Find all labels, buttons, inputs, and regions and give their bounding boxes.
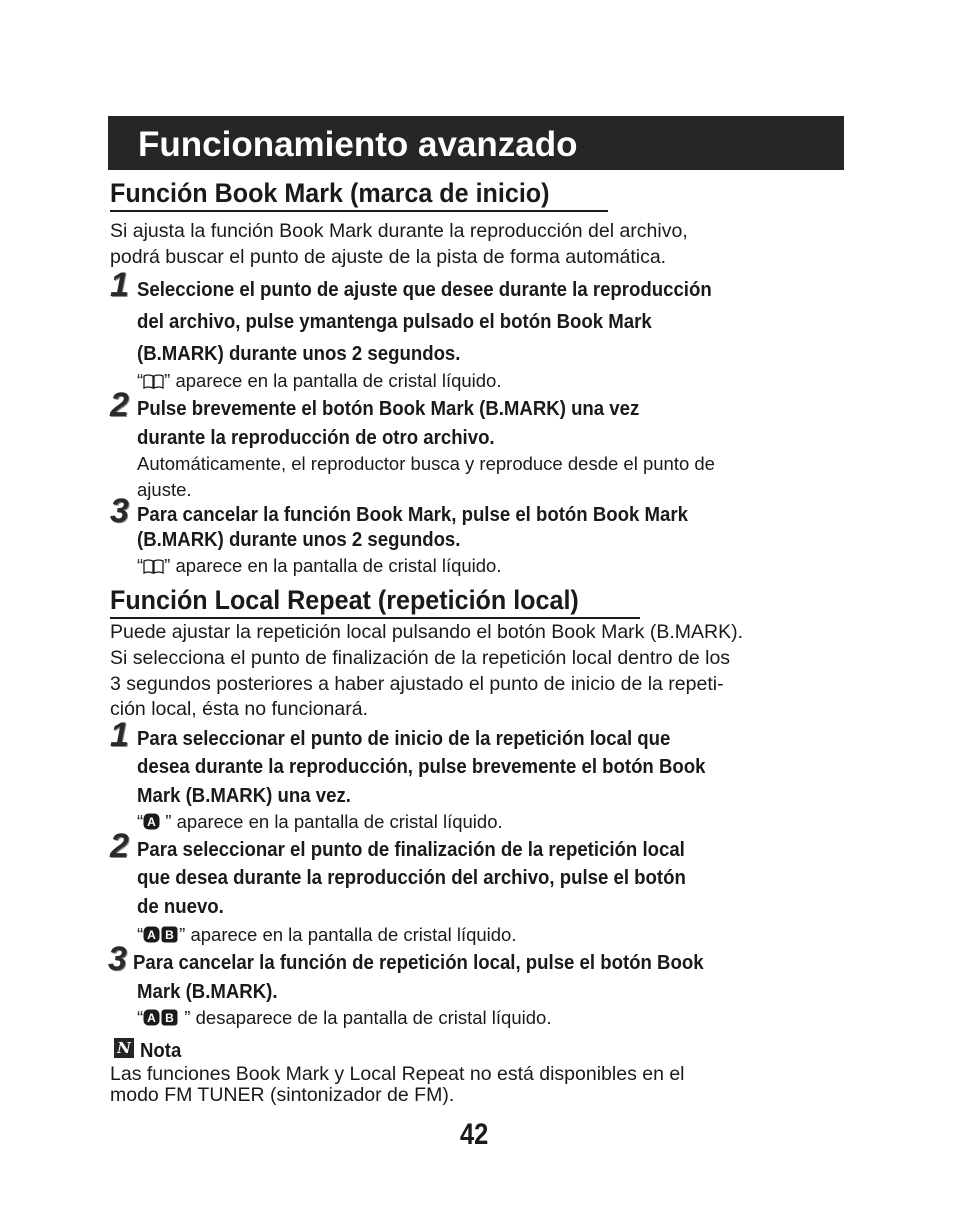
step-number: 1 <box>110 266 129 304</box>
step-note-line: Automáticamente, el reproductor busca y reproduce desde el punto de <box>137 453 715 474</box>
svg-text:B: B <box>165 928 175 942</box>
step-note <box>137 553 502 578</box>
book-icon <box>143 374 164 389</box>
step-number: 3 <box>108 940 127 978</box>
ab-marker-icon <box>143 926 179 943</box>
svg-text:A: A <box>147 928 157 942</box>
step-text-line: Mark (B.MARK) una vez. <box>137 785 351 807</box>
step-text-line: (B.MARK) durante unos 2 segundos. <box>137 343 461 365</box>
step-note-text: ” aparece en la pantalla de cristal líquido. <box>179 924 517 945</box>
step-text-line: desea durante la reproducción, pulse brevemente el botón Book <box>137 756 706 778</box>
step-text-line: durante la reproducción de otro archivo. <box>137 427 495 449</box>
step-note-line: ajuste. <box>137 479 192 500</box>
quote-open: “ <box>137 811 144 832</box>
repeat-intro-line-3: 3 segundos posteriores a haber ajustado el punto de inicio de la repeti- <box>110 673 724 695</box>
step-number: 2 <box>110 827 129 865</box>
step-text-line: de nuevo. <box>137 896 224 918</box>
bookmark-heading-underline <box>110 210 608 212</box>
repeat-intro-line-1: Puede ajustar la repetición local pulsando el botón Book Mark (B.MARK). <box>110 621 743 643</box>
repeat-intro-line-2: Si selecciona el punto de finalización de la repetición local dentro de los <box>110 647 731 669</box>
page-title: Funcionamiento avanzado <box>138 125 578 164</box>
svg-text:A: A <box>147 815 157 829</box>
quote-open: “ <box>137 1007 144 1028</box>
repeat-heading: Función Local Repeat (repetición local) <box>110 585 579 615</box>
step-note <box>137 368 502 393</box>
note-line-1: Las funciones Book Mark y Local Repeat no está disponibles en el <box>110 1063 685 1085</box>
step-note <box>137 922 517 947</box>
step-note <box>137 809 503 834</box>
step-text-line: Mark (B.MARK). <box>137 981 278 1003</box>
bookmark-intro-line-2: podrá buscar el punto de ajuste de la pista de forma automática. <box>110 246 667 268</box>
step-text-line: Para seleccionar el punto de inicio de la repetición local que <box>137 728 671 750</box>
step-text-line: (B.MARK) durante unos 2 segundos. <box>137 529 461 551</box>
bookmark-intro-line-1: Si ajusta la función Book Mark durante la reproducción del archivo, <box>110 220 688 242</box>
note-label: Nota <box>140 1040 182 1062</box>
step-number: 3 <box>110 492 129 530</box>
step-text-line: del archivo, pulse ymantenga pulsado el botón Book Mark <box>137 311 652 333</box>
step-text-line: que desea durante la reproducción del archivo, pulse el botón <box>137 867 686 889</box>
svg-text:B: B <box>165 1011 175 1025</box>
quote-open: “ <box>137 924 144 945</box>
step-note <box>137 1005 551 1030</box>
step-text-line: Pulse brevemente el botón Book Mark (B.MARK) una vez <box>137 398 640 420</box>
bookmark-heading: Función Book Mark (marca de inicio) <box>110 178 550 208</box>
svg-text:A: A <box>147 1011 157 1025</box>
step-number: 2 <box>110 386 129 424</box>
note-line-2: modo FM TUNER (sintonizador de FM). <box>110 1084 455 1106</box>
step-note-text: ” desaparece de la pantalla de cristal líquido. <box>179 1007 552 1028</box>
a-marker-icon <box>143 813 160 830</box>
step-text-line: Para cancelar la función de repetición local, pulse el botón Book <box>133 952 704 974</box>
step-note-text: ” aparece en la pantalla de cristal líquido. <box>164 370 502 391</box>
repeat-heading-underline <box>110 617 640 619</box>
quote-open: “ <box>137 370 144 391</box>
step-text-line: Para seleccionar el punto de finalización de la repetición local <box>137 839 685 861</box>
quote-open: “ <box>137 555 144 576</box>
ab-marker-icon <box>143 1009 179 1026</box>
repeat-intro-line-4: ción local, ésta no funcionará. <box>110 698 368 720</box>
step-text-line: Seleccione el punto de ajuste que desee durante la reproducción <box>137 279 712 301</box>
step-text-line: Para cancelar la función Book Mark, pulse el botón Book Mark <box>137 504 688 526</box>
step-note-text: ” aparece en la pantalla de cristal líquido. <box>164 555 502 576</box>
step-note-text: ” aparece en la pantalla de cristal líquido. <box>160 811 503 832</box>
step-number: 1 <box>110 716 129 754</box>
note-icon: N <box>114 1038 134 1058</box>
page-number: 42 <box>460 1118 489 1151</box>
book-icon <box>143 559 164 574</box>
